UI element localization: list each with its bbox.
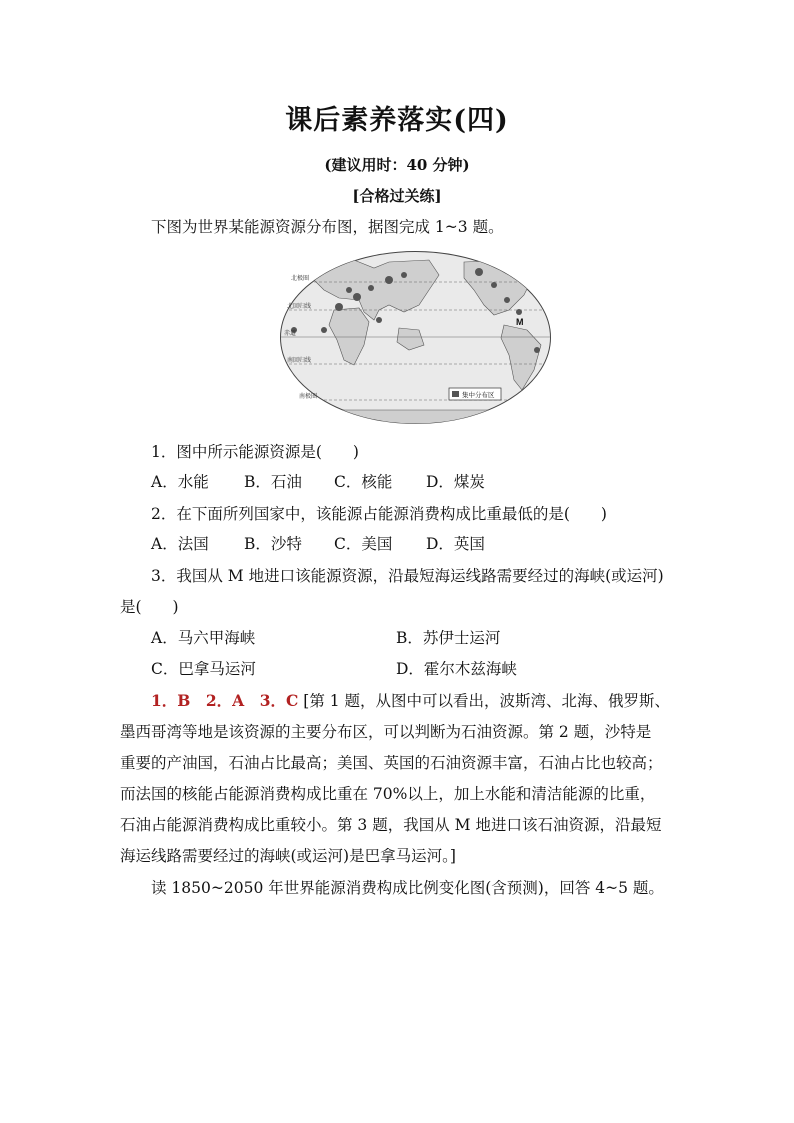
map-marker-label: M [516, 317, 524, 327]
intro-text: 下图为世界某能源资源分布图，据图完成 1~3 题。 [151, 218, 504, 236]
q3-option-c: C．巴拿马运河 [151, 660, 256, 678]
answer-line-4: 而法国的核能占能源消费构成比重在 70%以上，加上水能和清洁能源的比重， [120, 785, 656, 803]
q1-option-b: B．石油 [244, 473, 302, 491]
q1-option-d: D．煤炭 [426, 473, 485, 491]
answer-line-5: 石油占能源消费构成比重较小。第 3 题，我国从 M 地进口该石油资源，沿最短 [120, 816, 662, 834]
map-label-arctic: 北极圈 [291, 276, 310, 282]
question-3-stem: 3．我国从 M 地进口该能源资源，沿最短海运线路需要经过的海峡(或运河) [151, 567, 664, 585]
q2-option-b: B．沙特 [244, 535, 302, 553]
q3-option-a: A．马六甲海峡 [151, 629, 256, 647]
world-energy-map [279, 250, 552, 425]
map-label-tropic-s: 南回归线 [287, 358, 312, 364]
time-hint: (建议用时：40 分钟) [324, 156, 470, 174]
q3-option-d: D．霍尔木兹海峡 [396, 660, 517, 678]
map-label-antarctic: 南极圈 [299, 394, 318, 400]
question-2-stem: 2．在下面所列国家中，该能源占能源消费构成比重最低的是( ) [151, 505, 607, 523]
answer-line-3: 重要的产油国，石油占比最高；美国、英国的石油资源丰富，石油占比也较高； [120, 754, 663, 772]
next-intro-text: 读 1850~2050 年世界能源消费构成比例变化图(含预测)，回答 4~5 题。 [151, 879, 664, 897]
map-label-equator: 赤道 [284, 331, 297, 337]
answer-line-6: 海运线路需要经过的海峡(或运河)是巴拿马运河。] [120, 847, 456, 865]
map-legend-label: 集中分布区 [462, 392, 495, 399]
answer-line-2: 墨西哥湾等地是该资源的主要分布区，可以判断为石油资源。第 2 题，沙特是 [120, 723, 652, 741]
q2-option-c: C．美国 [334, 535, 393, 553]
question-3-stem-cont: 是( ) [120, 598, 179, 616]
answer-text-1: [第 1 题，从图中可以看出，波斯湾、北海、俄罗斯、 [303, 692, 671, 710]
q1-option-c: C．核能 [334, 473, 393, 491]
q2-option-a: A．法国 [151, 535, 209, 553]
map-label-tropic-n: 北回归线 [287, 304, 312, 310]
section-heading: [合格过关练] [352, 187, 442, 205]
q3-option-b: B．苏伊士运河 [396, 629, 501, 647]
q2-option-d: D．英国 [426, 535, 485, 553]
question-1-stem: 1．图中所示能源资源是( ) [151, 443, 359, 461]
answer-key: 1．B 2．A 3．C [151, 691, 299, 710]
q1-option-a: A．水能 [151, 473, 209, 491]
page-title: 课后素养落实(四) [285, 105, 509, 136]
answer-line-1 [151, 689, 670, 711]
